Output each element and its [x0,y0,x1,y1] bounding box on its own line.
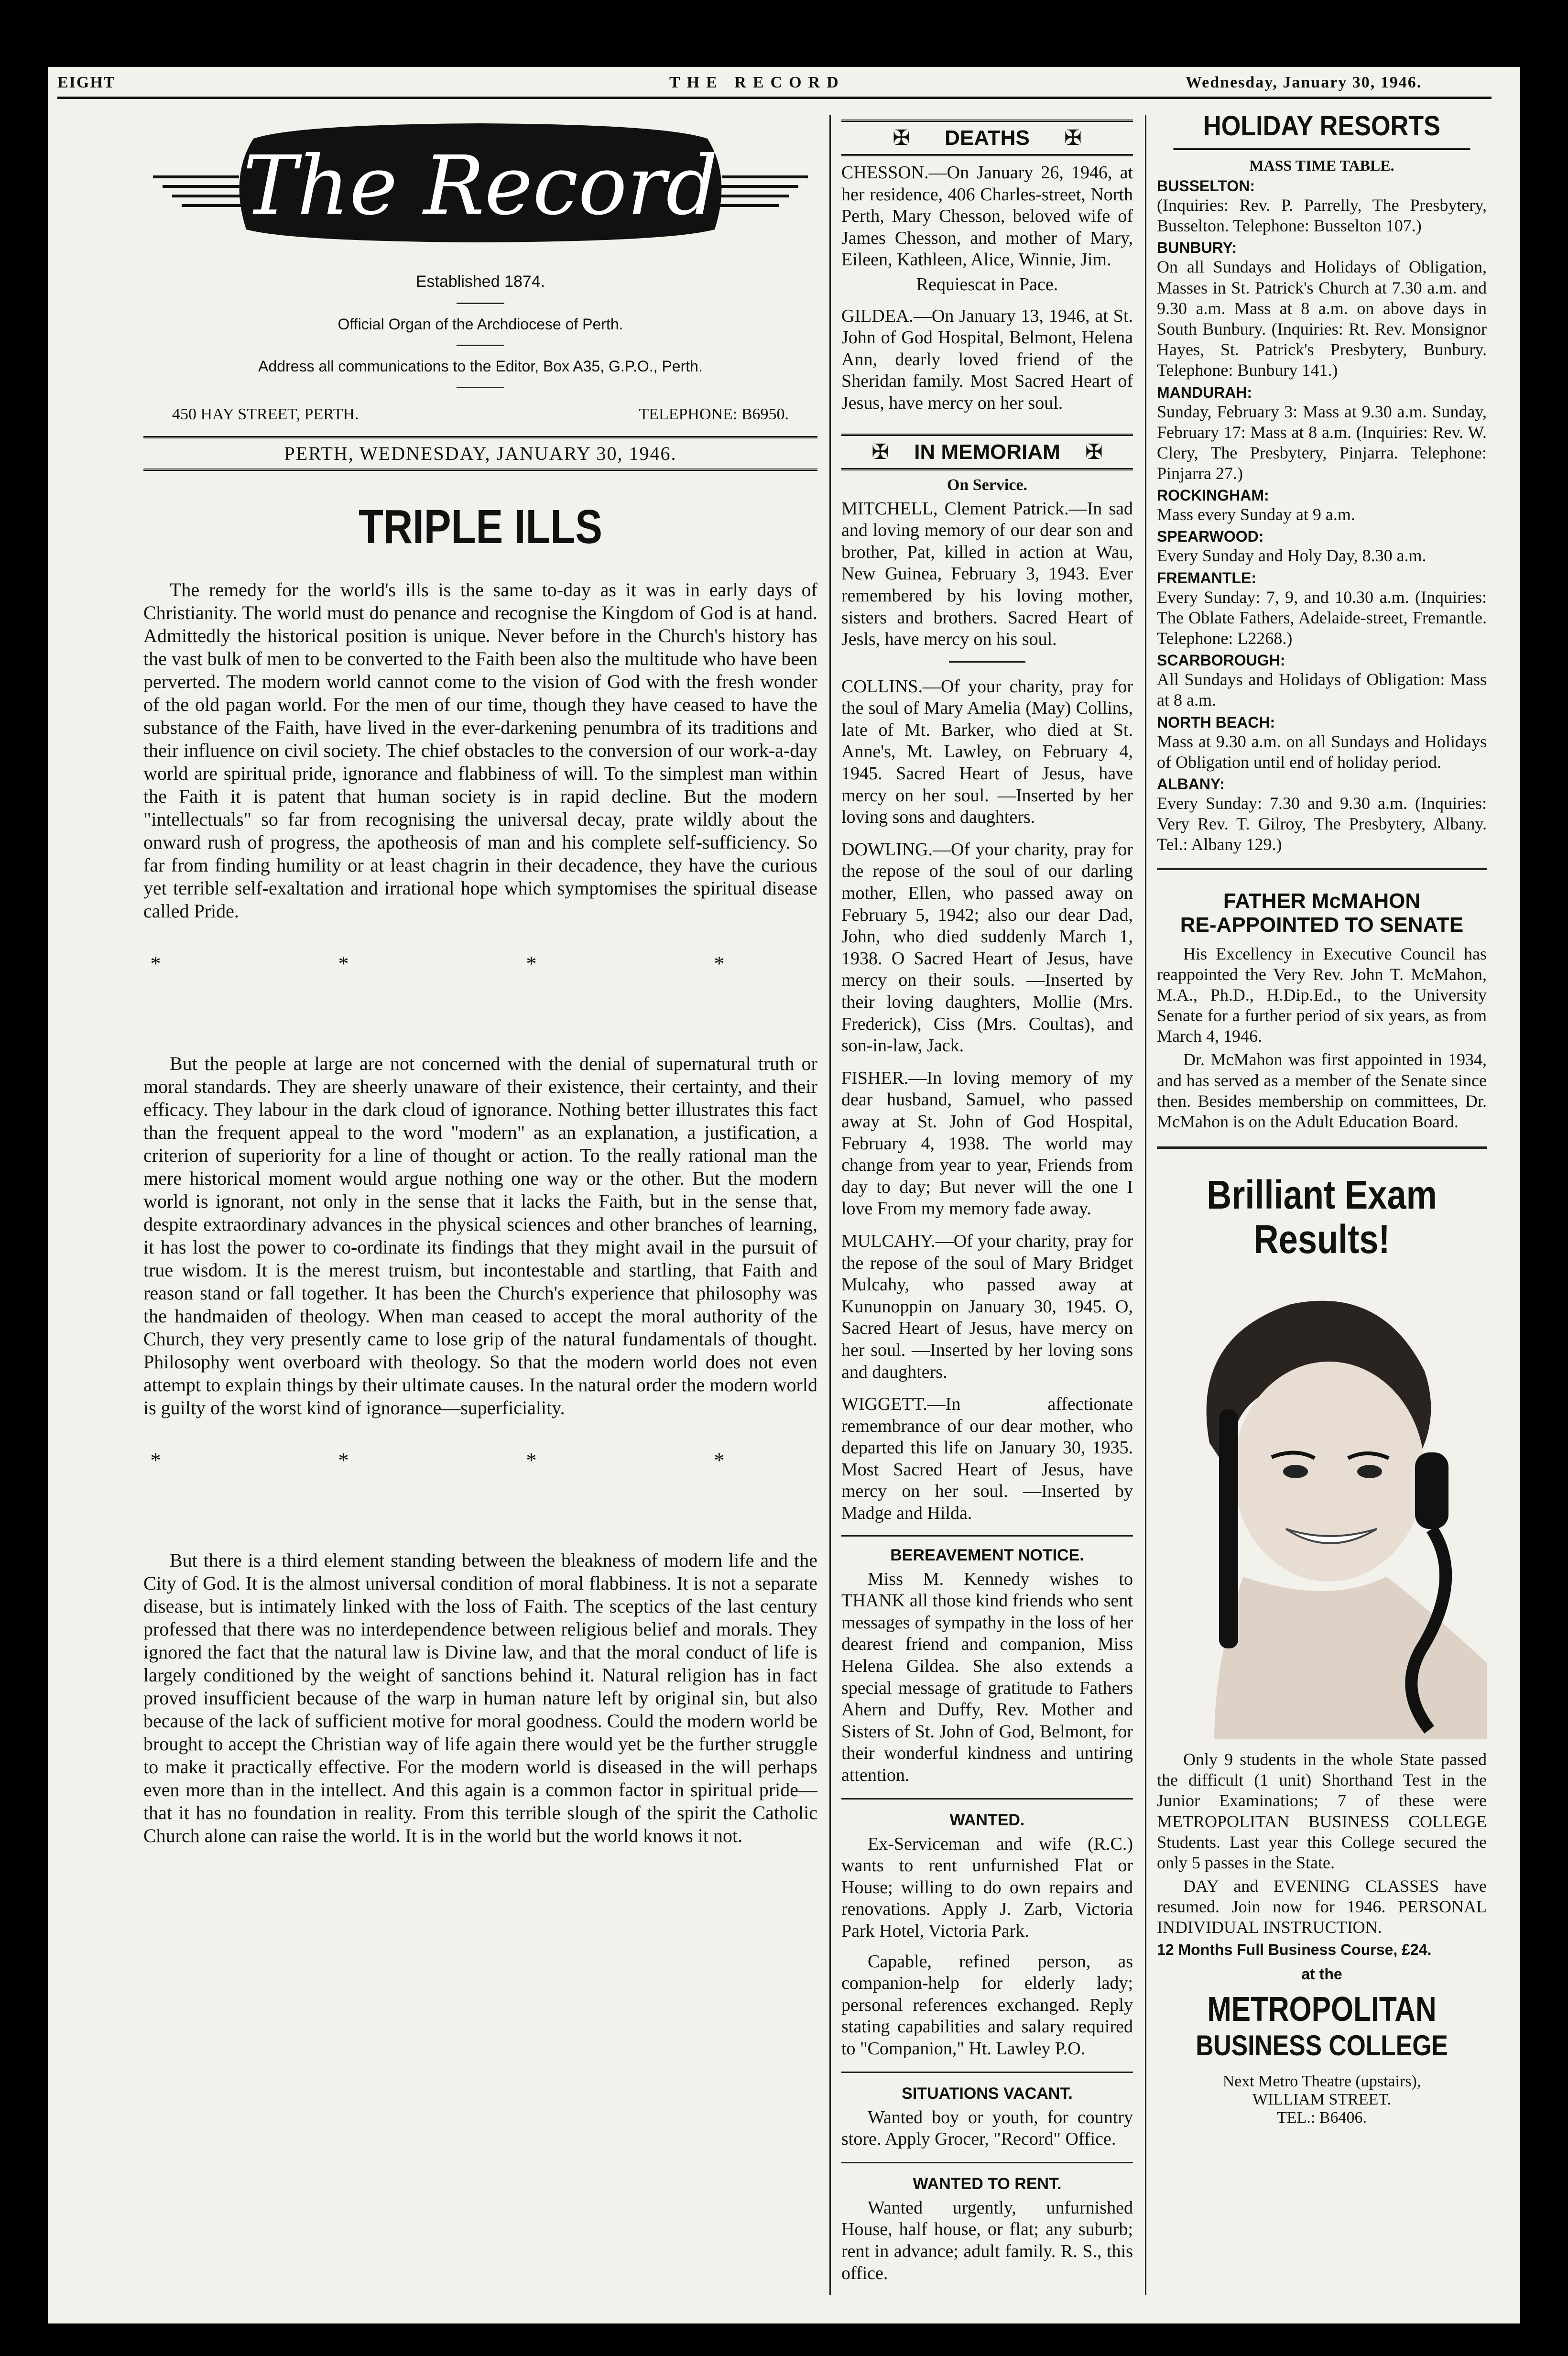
deaths-heading: ✠ DEATHS ✠ [841,120,1133,156]
cross-icon: ✠ [871,440,889,464]
header-date: Wednesday, January 30, 1946. [1186,74,1422,91]
place-details: On all Sundays and Holidays of Obligation, Masses in St. Patrick's Church at 7.30 a.m. and 9.30 a.m. Mass at 8 a.m. on above days in South Bunbury. (Inquiries: Rt. Rev. Monsignor Hayes, St. Patrick's Presbytery, Bunbury. Telephone: Bunbury 141.) [1157,257,1487,380]
dateline: PERTH, WEDNESDAY, JANUARY 30, 1946. [284,443,677,464]
advert-course: 12 Months Full Business Course, £24. [1157,1941,1432,1958]
place-name: SCARBOROUGH: [1157,652,1285,669]
memoriam-entry: MULCAHY.—Of your charity, pray for the repose of the soul of Mary Bridget Mulcahy, who passed away at Kununoppin on January 30, 1945. O, Sacred Heart of Jesus, have mercy on her soul. —Inserted by her loving sons and daughters. [841,1231,1133,1382]
bereavement-text: Miss M. Kennedy wishes to THANK all those kind friends who sent messages of sympathy in the loss of her dearest friend and companion, Miss Helena Gildea. She also extends a special message of gratitude to Fathers Ahern and Duffy, Rev. Mother and Sisters of St. John of God, Belmont, for their wonderful kindness and untiring attention. [841,1569,1133,1785]
page-number: EIGHT [57,74,116,91]
official-organ-line: Official Organ of the Archdiocese of Perth. [338,316,623,333]
place-name: BUSSELTON: [1157,177,1255,195]
contact-line [172,405,789,424]
wanted-rent-text: Wanted urgently, unfurnished House, half house, or flat; any suburb; rent in advance; adult family. R. S., this office. [841,2197,1133,2283]
divider [841,1535,1133,1537]
cross-icon: ✠ [893,126,910,150]
place-details: Every Sunday and Holy Day, 8.30 a.m. [1157,546,1426,566]
cross-icon: ✠ [1085,440,1103,464]
college-name-1: METROPOLITAN [1207,1990,1437,2029]
memoriam-entry: DOWLING.—Of your charity, pray for the repose of the soul of our darling mother, Ellen, who passed away on February 5, 1942; also our dear Dad, John, who died suddenly March 1, 1938. O Sacred Heart of Jesus, have mercy on their souls. —Inserted by their loving daughters, Mollie (Mrs. Frederick), Ciss (Mrs. Coultas), and son-in-law, Jack. [841,839,1133,1056]
divider [841,1798,1133,1800]
dateline-bar [143,436,817,471]
divider [949,661,1025,663]
place-name: SPEARWOOD: [1157,528,1264,545]
advert-body: Only 9 students in the whole State passed the difficult (1 unit) Shorthand Test in the Junior Examinations; 7 of these were METROPOLITAN BUSINESS COLLEGE Students. Last year this College secured the only 5 passes in the State. [1157,1749,1487,1872]
place-details: Every Sunday: 7.30 and 9.30 a.m. (Inquiries: Very Rev. T. Gilroy, The Presbytery, Albany. Tel.: Albany 129.) [1157,793,1487,854]
place-details: All Sundays and Holidays of Obligation: Mass at 8 a.m. [1157,670,1487,710]
college-name-2: BUSINESS COLLEGE [1196,2029,1448,2062]
wanted-rent-heading: WANTED TO RENT. [913,2174,1062,2193]
newspaper-page [48,67,1520,2323]
logo-text: The Record [243,139,718,233]
divider [1157,868,1487,870]
advert-headline-1: Brilliant Exam [1207,1172,1437,1218]
college-telephone: TEL.: B6406. [1277,2108,1367,2127]
place-name: ROCKINGHAM: [1157,487,1269,504]
header-rule [57,97,1492,99]
death-notice: CHESSON.—On January 26, 1946, at her residence, 406 Charles-street, North Perth, Mary Chesson, beloved wife of James Chesson, and mother of Mary, Eileen, Kathleen, Alice, Winnie, Jim. [841,163,1133,270]
left-column [143,105,817,1850]
editorial-paragraph-3: But there is a third element standing between the bleakness of modern life and the City of God. It is the almost universal condition of moral flabbiness. It is not a separate disease, but is intimately linked with the loss of Faith. The sceptics of the last century professed that there was no interdependence between religious belief and morals. They ignored the fact that the natural law is Divine law, and that the moral conduct of life is largely conditioned by the weight of sanctions behind it. Natural religion has in fact proved insufficient because of the warp in human nature left by original sin, but also because of the lack of sufficient motive for moral goodness. Could the modern world be brought to accept the Christian way of life again there would yet be the further struggle to make it practically effective. For the modern world is diseased in the will perhaps even more than in the intellect. And this again is a common factor in spiritual pride—that it has no foundation in reality. From this terrible slough of the spirit the Catholic Church alone can raise the world. It is in the world but the world knows it not. [143,1549,817,1846]
place-details: Every Sunday: 7, 9, and 10.30 a.m. (Inquiries: The Oblate Fathers, Adelaide-street, Fremantle. Telephone: L2268.) [1157,587,1487,648]
editorial-paragraph-2: But the people at large are not concerned with the denial of supernatural truth or moral standards. They are sheerly unaware of their existence, their certainty, and their efficacy. They labour in the dark cloud of ignorance. Nothing better illustrates this fact than the frequent appeal to the word "modern" as an explanation, a justification, a criterion of superiority for a line of thought or action. To the really rational man the mere historical moment would argue nothing one way or the other. But the modern world is ignorant, not only in the sense that it lacks the Faith, but in the sense that, despite extraordinary advances in the physical sciences and other branches of learning, it has lost the power to co-ordinate its findings that they might avail in the pursuit of true wisdom. It is the merest truism, but incontestable and startling, that Faith and reason stand or fall together. It has been the Church's experience that philosophy was the handmaiden of theology. When man ceased to accept the moral authority of the Church, they very presently came to lose grip of the natural fundamentals of thought. Philosophy went overboard with theology. So that the modern world does not even attempt to explain things by their ultimate causes. In the natural order the modern world is guilty of the worst kind of ignorance—superficiality. [143,1053,817,1418]
column-rule [1145,115,1146,2295]
death-notice: GILDEA.—On January 13, 1946, at St. John of God Hospital, Belmont, Helena Ann, dearly loved friend of the Sheridan family. Most Sacred Heart of Jesus, have mercy on her soul. [841,305,1133,413]
column-rule [829,115,831,2295]
divider [841,2072,1133,2073]
college-street: WILLIAM STREET. [1252,2090,1392,2108]
mcmahon-paragraph-1: His Excellency in Executive Council has reappointed the Very Rev. John T. McMahon, M.A., Ph.D., H.Dip.Ed., to the University Senate for a further period of six years, as from March 4, 1946. [1157,944,1487,1046]
cross-icon: ✠ [1064,126,1082,150]
section-stars: * * * * [150,952,811,975]
college-location: Next Metro Theatre (upstairs), [1222,2072,1421,2090]
memoriam-entry: MITCHELL, Clement Patrick.—In sad and loving memory of our dear son and brother, Pat, killed in action at Wau, New Guinea, February 3, 1943. Ever remembered by his loving mother, sisters and brothers. Sacred Heart of Jesls, have mercy on his soul. [841,498,1133,650]
place-name: MANDURAH: [1157,383,1252,401]
place-name: BUNBURY: [1157,239,1237,257]
address-line: Address all communications to the Editor, Box A35, G.P.O., Perth. [258,358,703,375]
mcmahon-headline-1: FATHER McMAHON [1223,889,1421,913]
editorial-paragraph-1: The remedy for the world's ills is the same to-day as it was in early days of Christianity. The world must do penance and recognise the Kingdom of God is at hand. Admittedly the historical position is unique. Never before in the Church's history has the vast bulk of men to be converted to the Faith been also the multitude who have been perverted. The modern world cannot come to the vision of God with the fresh wonder of the old pagan world. For the men of our time, though they have ceased to have the substance of the Faith, have lived in the ever-darkening penumbra of its traditions and their influence on civil society. The chief obstacles to the conversion of our work-a-day world are spiritual pride, ignorance and flabbiness of will. To the simplest man within the Faith it is patent that human society is in rapid decline. But the modern "intellectuals" so far from recognising the universal decay, prate wildly about the onward rush of progress, the apotheosis of man and his complete self-sufficiency. So far from finding humility or at least chagrin in their decadence, they have the curious yet terrible self-exaltation and irrational hope which symptomises the spiritual disease called Pride. [143,579,817,922]
place-details: Sunday, February 3: Mass at 9.30 a.m. Sunday, February 17: Mass at 8 a.m. (Inquiries: Rev. W. Clery, The Presbytery, Pinjarra. Telephone: Pinjarra 27.) [1157,402,1487,483]
holiday-title: HOLIDAY RESORTS [1174,110,1470,150]
mass-timetable-title: MASS TIME TABLE. [1249,157,1394,174]
divider [1157,1146,1487,1149]
established-line: Established 1874. [415,273,545,291]
wanted-item: Ex-Serviceman and wife (R.C.) wants to rent unfurnished Flat or House; willing to do own repairs and renovations. Apply J. Zarb, Victoria Park Hotel, Victoria Park. [841,1833,1133,1941]
telephone: TELEPHONE: B6950. [639,405,789,423]
memoriam-heading: ✠ IN MEMORIAM ✠ [841,434,1133,470]
wanted-heading: WANTED. [949,1811,1025,1829]
place-details: Mass every Sunday at 9 a.m. [1157,505,1355,524]
bereavement-heading: BEREAVEMENT NOTICE. [890,1546,1084,1564]
woman-with-telephone-illustration [1157,1271,1487,1739]
memoriam-entry: COLLINS.—Of your charity, pray for the soul of Mary Amelia (May) Collins, late of Mt. Barker, who died at St. Anne's, Mt. Lawley, on February 4, 1945. Sacred Heart of Jesus, have mercy on her soul. —Inserted by her loving sons and daughters. [841,676,1133,828]
divider [457,387,504,388]
section-stars: * * * * [150,1449,811,1472]
street-address: 450 HAY STREET, PERTH. [172,405,359,423]
wanted-item: Capable, refined person, as companion-help for elderly lady; personal references exchanged. Reply stating capabilities and salary required to "Companion," Ht. Lawley P.O. [841,1951,1133,2059]
place-name: ALBANY: [1157,775,1225,793]
memoriam-entry: FISHER.—In loving memory of my dear husband, Samuel, who passed away at St. John of God Hospital, February 4, 1938. The world may change from year to year, Friends from day to day; But never will the one I love From my memory fade away. [841,1068,1133,1219]
situations-heading: SITUATIONS VACANT. [902,2084,1073,2103]
place-name: FREMANTLE: [1157,569,1256,587]
place-name: NORTH BEACH: [1157,713,1275,731]
advert-body-2: DAY and EVENING CLASSES have resumed. Join now for 1946. PERSONAL INDIVIDUAL INSTRUCTION. [1157,1876,1487,1937]
place-details: (Inquiries: Rev. P. Parrelly, The Presbytery, Busselton. Telephone: Busselton 107.) [1157,196,1487,236]
college-advert [1157,1173,1487,2127]
masthead-logo [143,105,817,263]
situations-text: Wanted boy or youth, for country store. Apply Grocer, "Record" Office. [841,2107,1133,2149]
paper-name: THE RECORD [669,74,845,91]
place-details: Mass at 9.30 a.m. on all Sundays and Holidays of Obligation until end of holiday period. [1157,731,1487,772]
divider [457,345,504,346]
divider [841,2162,1133,2163]
death-notice: Requiescat in Pace. [916,274,1058,294]
right-column [1157,110,1487,2127]
advert-headline-2: Results! [1253,1216,1390,1262]
memoriam-entry: WIGGETT.—In affectionate remembrance of our dear mother, who departed this life on January 30, 1935. Most Sacred Heart of Jesus, have mercy on her soul. —Inserted by Madge and Hilda. [841,1394,1133,1524]
mcmahon-paragraph-2: Dr. McMahon was first appointed in 1934, and has served as a member of the Senate since then. Besides membership on committees, Dr. McMahon is on the Adult Education Board. [1157,1050,1487,1131]
advert-at: at the [1301,1965,1342,1983]
editorial-title: TRIPLE ILLS [359,500,602,554]
middle-column [841,120,1133,2287]
memoriam-subtitle: On Service. [947,476,1028,494]
divider [457,303,504,304]
mcmahon-headline-2: RE-APPOINTED TO SENATE [1180,913,1464,937]
